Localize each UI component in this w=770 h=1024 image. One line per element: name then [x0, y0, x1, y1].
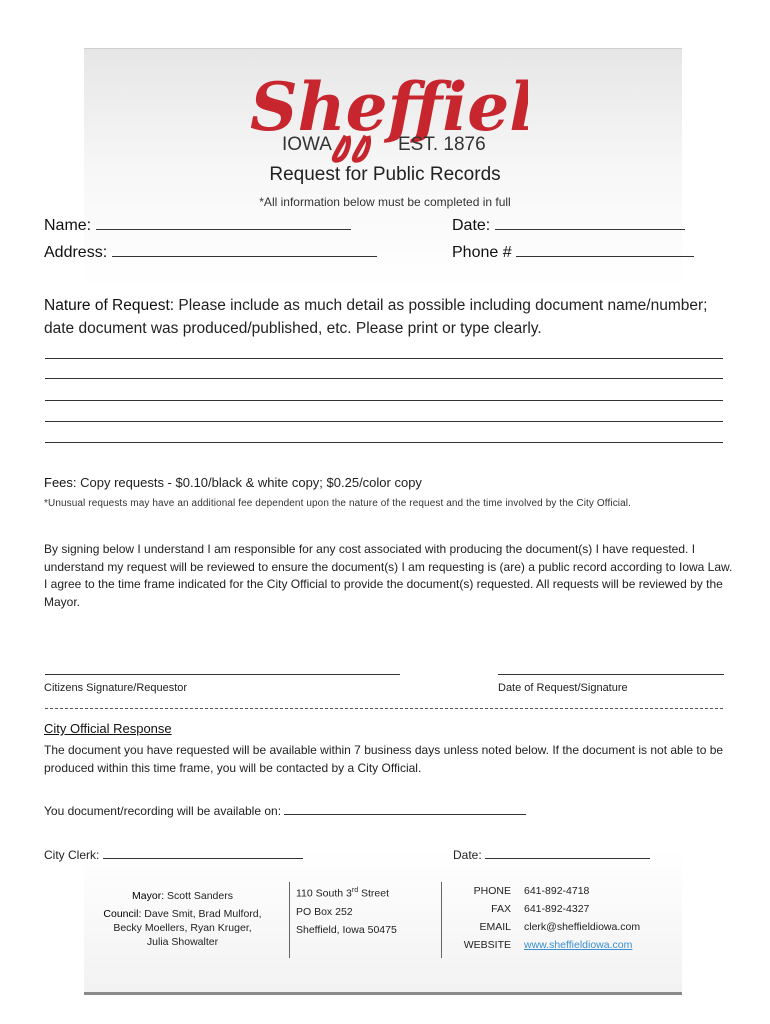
- footer-divider-2: [441, 882, 442, 958]
- request-line-4[interactable]: [45, 421, 723, 422]
- date-row: [452, 215, 685, 235]
- phone-row: [452, 242, 694, 262]
- page-title: Request for Public Records: [269, 164, 501, 185]
- date-label: Date:: [452, 217, 491, 234]
- council-label: Council:: [103, 908, 142, 920]
- email-value[interactable]: clerk@sheffieldiowa.com: [524, 921, 641, 933]
- fees-text: Copy requests - $0.10/black & white copy; $0.25/color copy: [76, 475, 422, 490]
- phone-contact-label: PHONE: [473, 885, 511, 897]
- clerk-label: City Clerk:: [44, 848, 100, 862]
- clerk-date-row: [453, 847, 650, 862]
- council-line: [100, 907, 265, 949]
- footer-contact-labels: [455, 882, 511, 954]
- page-subtitle: *All information below must be completed in full: [259, 195, 511, 209]
- phone-value: 641-892-4718: [524, 885, 590, 897]
- date-field[interactable]: [495, 215, 685, 230]
- availability-label: You document/recording will be available on:: [44, 804, 282, 818]
- email-contact-label: EMAIL: [479, 921, 511, 933]
- fees: [44, 475, 422, 490]
- clerk-date-field[interactable]: [485, 847, 650, 859]
- signature-date-line[interactable]: [498, 674, 724, 675]
- fax-contact-label: FAX: [491, 903, 511, 915]
- logo-wordmark: Sheffie: [250, 68, 510, 146]
- phone-field[interactable]: [516, 242, 694, 257]
- fees-label: Fees:: [44, 475, 77, 490]
- footer-officials: [100, 887, 265, 949]
- request-line-5[interactable]: [45, 442, 723, 443]
- mayor-name: Scott Sanders: [164, 890, 233, 902]
- agreement-text: By signing below I understand I am responsible for any cost associated with producing the document(s) I have requested. I understand my request will be reviewed to ensure the document(s) I am requesting is (are) a public record according to Iowa Law. I agree to the time frame indicated for the City Official to provide the document(s) requested. All requests will be reviewed by the Mayor.: [44, 542, 733, 609]
- clerk-date-label: Date:: [453, 848, 482, 862]
- response-text: The document you have requested will be available within 7 business days unless noted below. If the document is not able to be produced within this time frame, you will be contacted by a City Official.: [44, 743, 724, 775]
- council-names-2: Becky Moellers, Ryan Kruger,: [113, 922, 252, 934]
- sheffield-logo: [238, 58, 528, 168]
- request-line-3[interactable]: [45, 400, 723, 401]
- council-names-1: Dave Smit, Brad Mulford,: [141, 908, 262, 920]
- council-names-3: Julia Showalter: [146, 936, 219, 948]
- clerk-row: [44, 847, 303, 862]
- nature-instructions: Please include as much detail as possible including document name/number; date document was produced/published, etc. Please print or type clearly.: [44, 297, 708, 337]
- signature-label: Citizens Signature/Requestor: [44, 682, 188, 694]
- request-line-2[interactable]: [45, 378, 723, 379]
- section-divider: [45, 708, 723, 709]
- request-line-1[interactable]: [45, 358, 723, 359]
- footer-divider-1: [289, 882, 290, 958]
- address-field[interactable]: [112, 242, 377, 257]
- mayor-line: [100, 887, 265, 905]
- phone-label: Phone #: [452, 244, 512, 261]
- address-label: Address:: [44, 244, 108, 261]
- mayor-label: Mayor:: [132, 890, 165, 902]
- sheffield-logo-graphic: [238, 58, 528, 168]
- signature-line[interactable]: [45, 674, 400, 675]
- logo-est: EST. 1876: [398, 134, 486, 155]
- name-label: Name:: [44, 217, 92, 234]
- address-row: [44, 242, 377, 262]
- name-row: [44, 215, 351, 235]
- fees-note: *Unusual requests may have an additional fee dependent upon the nature of the request and the time involved by the City Official.: [44, 498, 631, 509]
- footer-contact-values: [524, 882, 640, 954]
- nature-label: Nature of Request:: [44, 297, 175, 314]
- name-field[interactable]: [96, 215, 351, 230]
- clerk-field[interactable]: [103, 847, 303, 859]
- logo-state: IOWA: [282, 134, 332, 155]
- website-contact-label: WEBSITE: [463, 939, 511, 951]
- address-po: PO Box 252: [296, 905, 353, 918]
- website-link[interactable]: www.sheffieldiowa.com: [524, 939, 633, 951]
- availability-row: [44, 803, 526, 818]
- footer-address: [296, 882, 397, 939]
- fax-value: 641-892-4327: [524, 903, 590, 915]
- address-city: Sheffield, Iowa 50475: [296, 923, 397, 936]
- response-title: City Official Response: [44, 721, 172, 736]
- signature-date-label: Date of Request/Signature: [498, 682, 628, 694]
- address-street: 110 South 3rd Street: [296, 887, 390, 900]
- nature-of-request: [44, 294, 734, 340]
- availability-field[interactable]: [284, 803, 526, 815]
